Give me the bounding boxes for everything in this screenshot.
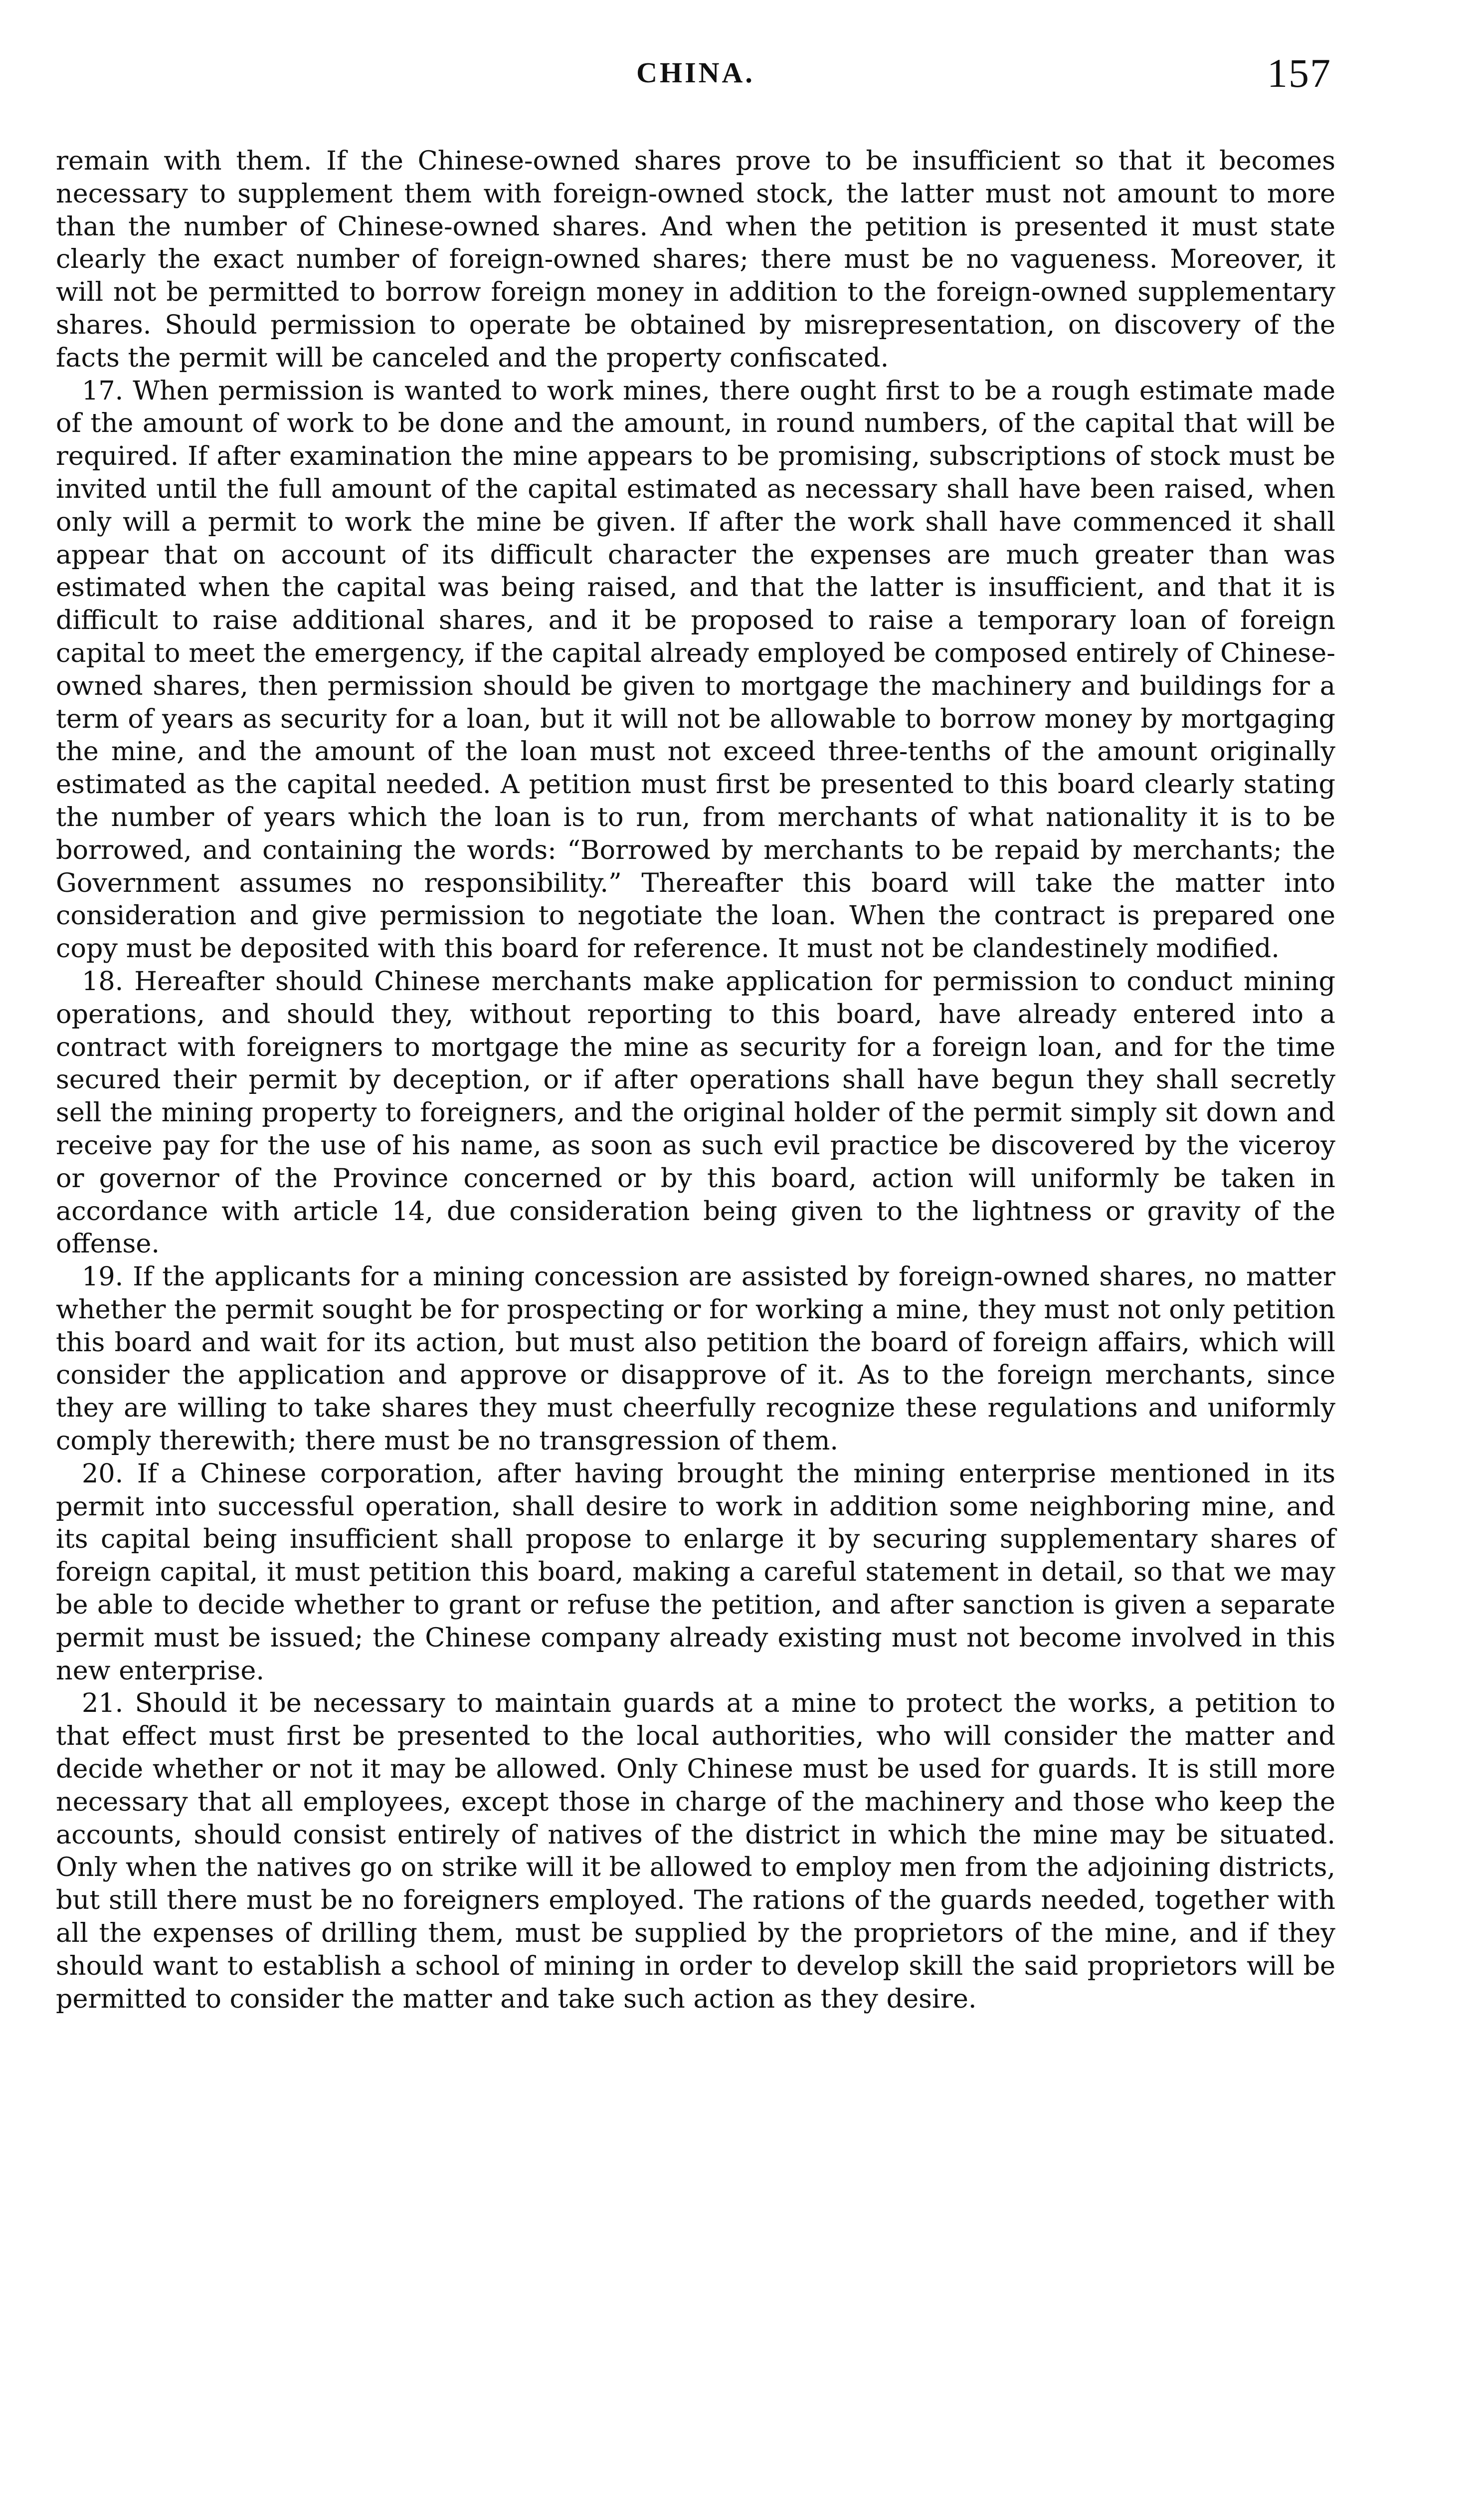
paragraph-article-20: 20. If a Chinese corporation, after having brought the mining enterprise mentioned in its permit into successful operation, shall desire to work in addition some neighboring mine, and its capital being insufficient shall propose to enlarge it by securing supplementary shares of foreign capital, it must petition this board, making a careful statement in detail, so that we may be able to decide whether to grant or refuse the petition, and after sanction is given a separate permit must be issued; the Chinese company already existing must not become involved in this new enterprise.	[56, 1458, 1335, 1686]
page-number: 157	[1267, 50, 1331, 96]
paragraph-continuation: remain with them. If the Chinese-owned shares prove to be insufficient so that it becomes necessary to supplement them with foreign-owned stock, the latter must not amount to more than the number of Chinese-owned shares. And when the petition is presented it must state clearly the exact number of foreign-owned shares; there must be no vagueness. Moreover, it will not be permitted to borrow foreign money in addition to the foreign-owned supplementary shares. Should permission to operate be obtained by misrepresentation, on discovery of the facts the permit will be canceled and the property confiscated.	[56, 146, 1335, 373]
paragraph-article-19: 19. If the applicants for a mining concession are assisted by foreign-owned shares, no matter whether the permit sought be for prospecting or for working a mine, they must not only petition this board and wait for its action, but must also petition the board of foreign affairs, which will consider the application and approve or disapprove of it. As to the foreign merchants, since they are willing to take shares they must cheerfully recognize these regulations and uniformly comply therewith; there must be no transgression of them.	[56, 1261, 1335, 1456]
page-header	[55, 50, 1336, 105]
running-title: CHINA.	[636, 56, 755, 89]
paragraph-article-21: 21. Should it be necessary to maintain guards at a mine to protect the works, a petition to that effect must first be presented to the local authorities, who will consider the matter and decide whether or not it may be allowed. Only Chinese must be used for guards. It is still more necessary that all employees, except those in charge of the machinery and those who keep the accounts, should consist entirely of natives of the district in which the mine may be situated. Only when the natives go on strike will it be allowed to employ men from the adjoining districts, but still there must be no foreigners employed. The rations of the guards needed, together with all the expenses of drilling them, must be supplied by the proprietors of the mine, and if they should want to establish a school of mining in order to develop skill the said proprietors will be permitted to consider the matter and take such action as they desire.	[56, 1688, 1335, 2014]
body-text	[56, 145, 1335, 2015]
paragraph-article-17: 17. When permission is wanted to work mines, there ought first to be a rough estimate made of the amount of work to be done and the amount, in round numbers, of the capital that will be required. If after examination the mine appears to be promising, subscriptions of stock must be invited until the full amount of the capital estimated as necessary shall have been raised, when only will a permit to work the mine be given. If after the work shall have commenced it shall appear that on account of its difficult character the expenses are much greater than was estimated when the capital was being raised, and that the latter is insufficient, and that it is difficult to raise additional shares, and it be proposed to raise a temporary loan of foreign capital to meet the emergency, if the capital already employed be composed entirely of Chinese-owned shares, then permission should be given to mortgage the machinery and buildings for a term of years as security for a loan, but it will not be allowable to borrow money by mortgaging the mine, and the amount of the loan must not exceed three-tenths of the amount originally estimated as the capital needed. A petition must first be presented to this board clearly stating the number of years which the loan is to run, from merchants of what nationality it is to be borrowed, and containing the words: “Borrowed by merchants to be repaid by merchants; the Government assumes no responsibility.” Thereafter this board will take the matter into consideration and give permission to negotiate the loan. When the contract is prepared one copy must be deposited with this board for reference. It must not be clandestinely modified.	[56, 375, 1335, 964]
paragraph-article-18: 18. Hereafter should Chinese merchants make application for permission to conduct mining operations, and should they, without reporting to this board, have already entered into a contract with foreigners to mortgage the mine as security for a foreign loan, and for the time secured their permit by deception, or if after operations shall have begun they shall secretly sell the mining property to foreigners, and the original holder of the permit simply sit down and receive pay for the use of his name, as soon as such evil practice be discovered by the viceroy or governor of the Province concerned or by this board, action will uniformly be taken in accordance with article 14, due consideration being given to the lightness or gravity of the offense.	[56, 966, 1335, 1259]
